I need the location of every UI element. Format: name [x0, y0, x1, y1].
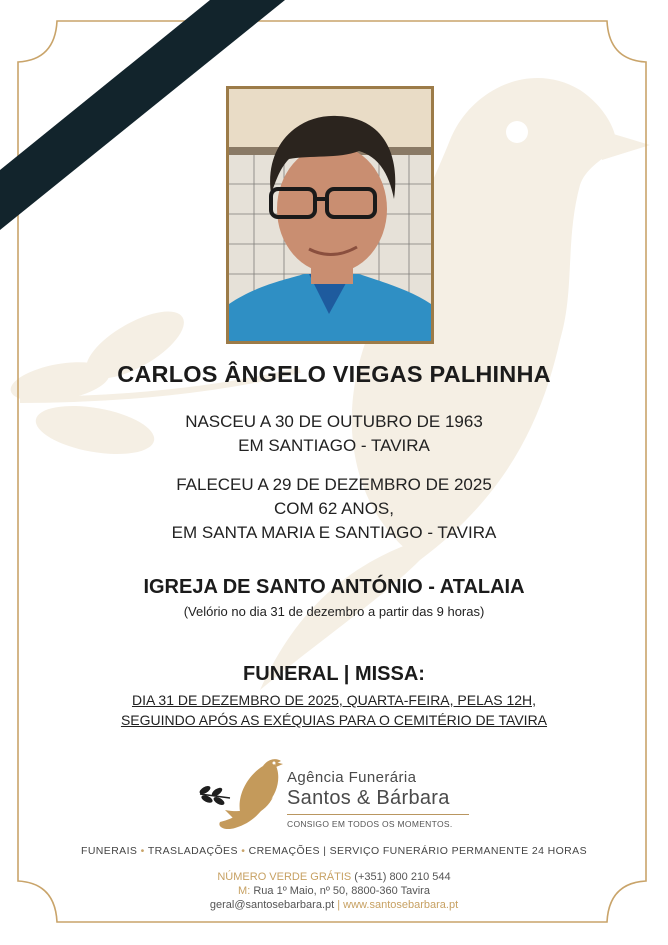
- birth-info: [0, 410, 668, 458]
- separator-bar: |: [323, 845, 330, 857]
- contact-web: [0, 898, 668, 912]
- services-list: [0, 845, 668, 857]
- deceased-name: CARLOS ÂNGELO VIEGAS PALHINHA: [117, 361, 551, 387]
- wake-note: (Velório no dia 31 de dezembro a partir das 9 horas): [183, 604, 485, 619]
- contact-phone: [0, 870, 668, 884]
- address-text: Rua 1º Maio, nº 50, 8800-360 Tavira: [253, 885, 430, 897]
- phone-number: (+351) 800 210 544: [354, 871, 451, 883]
- email-link[interactable]: geral@santosebarbara.pt: [209, 899, 335, 911]
- portrait-illustration: [229, 89, 431, 341]
- birth-date: NASCEU A 30 DE OUTUBRO DE 1963: [185, 412, 483, 431]
- website-link[interactable]: www.santosebarbara.pt: [343, 899, 459, 911]
- portrait-photo: [226, 86, 434, 344]
- death-place: EM SANTA MARIA E SANTIAGO - TAVIRA: [171, 523, 497, 542]
- agency-name-line1: Agência Funerária: [287, 769, 417, 786]
- service-item: SERVIÇO FUNERÁRIO PERMANENTE 24 HORAS: [329, 845, 587, 857]
- service-item: TRASLADAÇÕES: [147, 845, 238, 857]
- contact-address: [0, 884, 668, 898]
- address-label: M:: [238, 885, 251, 897]
- separator-dot: •: [140, 845, 148, 857]
- phone-label: NÚMERO VERDE GRÁTIS: [217, 871, 352, 883]
- agency-tagline: CONSIGO EM TODOS OS MOMENTOS.: [287, 819, 453, 829]
- logo-divider: [287, 814, 469, 815]
- death-age: COM 62 ANOS,: [274, 499, 394, 518]
- death-date: FALECEU A 29 DE DEZEMBRO DE 2025: [176, 475, 492, 494]
- funeral-detail-line1: DIA 31 DE DEZEMBRO DE 2025, QUARTA-FEIRA, PELAS 12H,: [131, 692, 537, 708]
- separator-bar: |: [337, 899, 344, 911]
- service-item: CREMAÇÕES: [248, 845, 320, 857]
- wake-location: IGREJA DE SANTO ANTÓNIO - ATALAIA: [143, 576, 525, 598]
- funeral-detail-line2: SEGUINDO APÓS AS EXÉQUIAS PARA O CEMITÉRIO DE TAVIRA: [120, 712, 548, 728]
- agency-name-line2: Santos & Bárbara: [287, 787, 450, 809]
- service-item: FUNERAIS: [81, 845, 138, 857]
- funeral-heading: FUNERAL | MISSA:: [243, 663, 425, 685]
- separator-dot: •: [241, 845, 249, 857]
- death-info: [0, 473, 668, 545]
- birth-place: EM SANTIAGO - TAVIRA: [238, 436, 430, 455]
